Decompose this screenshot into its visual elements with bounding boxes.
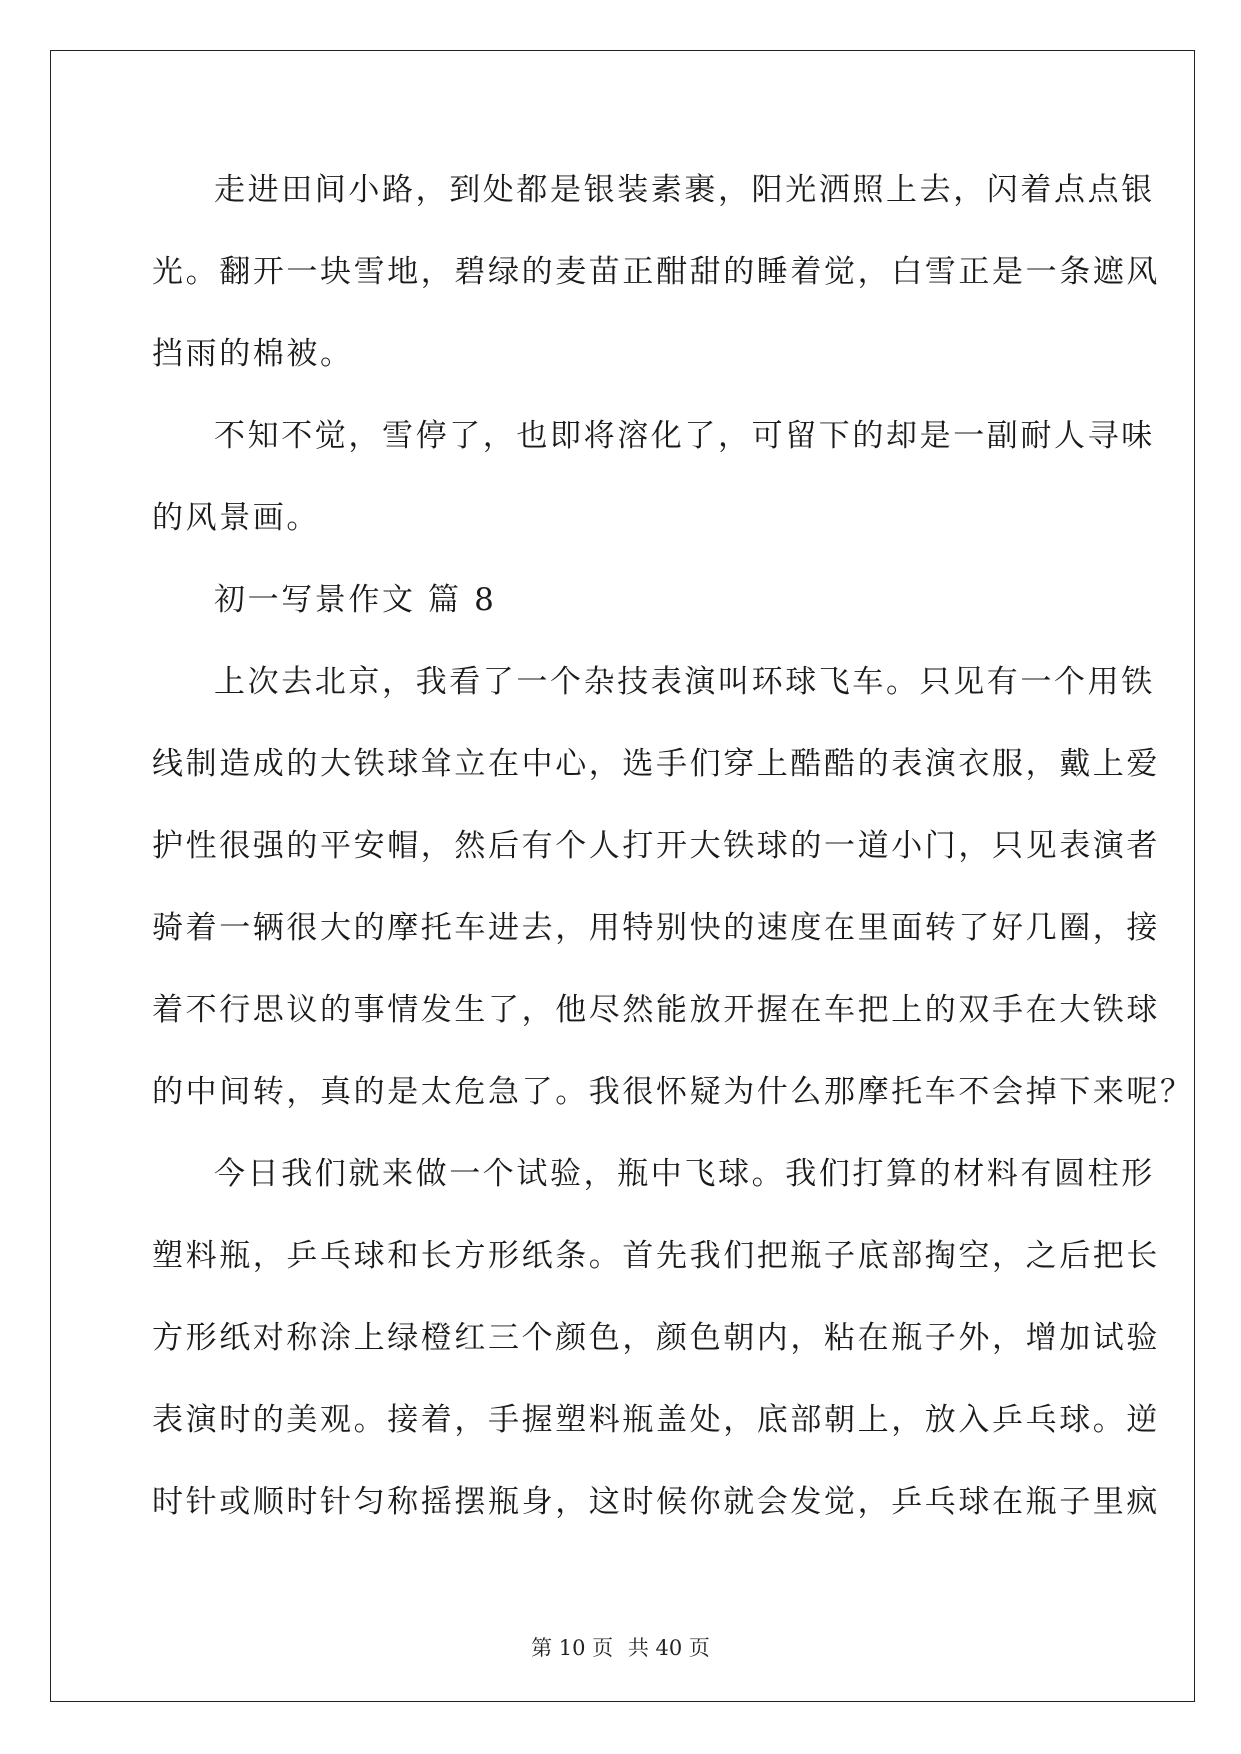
text-line: 护性很强的平安帽，然后有个人打开大铁球的一道小门，只见表演者 [152,828,1160,864]
text-line: 光。翻开一块雪地，碧绿的麦苗正酣甜的睡着觉，白雪正是一条遮风 [152,254,1160,290]
text-line: 走进田间小路，到处都是银装素裹，阳光洒照上去，闪着点点银 [214,172,1155,208]
text-line: 表演时的美观。接着，手握塑料瓶盖处，底部朝上，放入乒乓球。逆 [152,1402,1160,1438]
text-line: 的中间转，真的是太危急了。我很怀疑为什么那摩托车不会掉下来呢？ [152,1074,1194,1110]
text-line: 不知不觉，雪停了，也即将溶化了，可留下的却是一副耐人寻味 [214,418,1155,454]
text-line: 骑着一辆很大的摩托车进去，用特别快的速度在里面转了好几圈，接 [152,910,1160,946]
section-heading: 初一写景作文 篇 8 [214,582,497,618]
text-line: 时针或顺时针匀称摇摆瓶身，这时候你就会发觉，乒乓球在瓶子里疯 [152,1484,1160,1520]
text-line: 方形纸对称涂上绿橙红三个颜色，颜色朝内，粘在瓶子外，增加试验 [152,1320,1160,1356]
text-line: 上次去北京，我看了一个杂技表演叫环球飞车。只见有一个用铁 [214,664,1155,700]
text-line: 的风景画。 [152,500,320,536]
text-line: 今日我们就来做一个试验，瓶中飞球。我们打算的材料有圆柱形 [214,1156,1155,1192]
text-line: 塑料瓶，乒乓球和长方形纸条。首先我们把瓶子底部掏空，之后把长 [152,1238,1160,1274]
text-line: 着不行思议的事情发生了，他尽然能放开握在车把上的双手在大铁球 [152,992,1160,1028]
page-total: 共 40 页 [627,1636,710,1660]
text-line: 线制造成的大铁球耸立在中心，选手们穿上酷酷的表演衣服，戴上爱 [152,746,1160,782]
document-body [152,160,1194,1554]
page-number: 第 10 页 [531,1636,614,1660]
page-footer [0,1632,1241,1662]
text-line: 挡雨的棉被。 [152,336,354,372]
